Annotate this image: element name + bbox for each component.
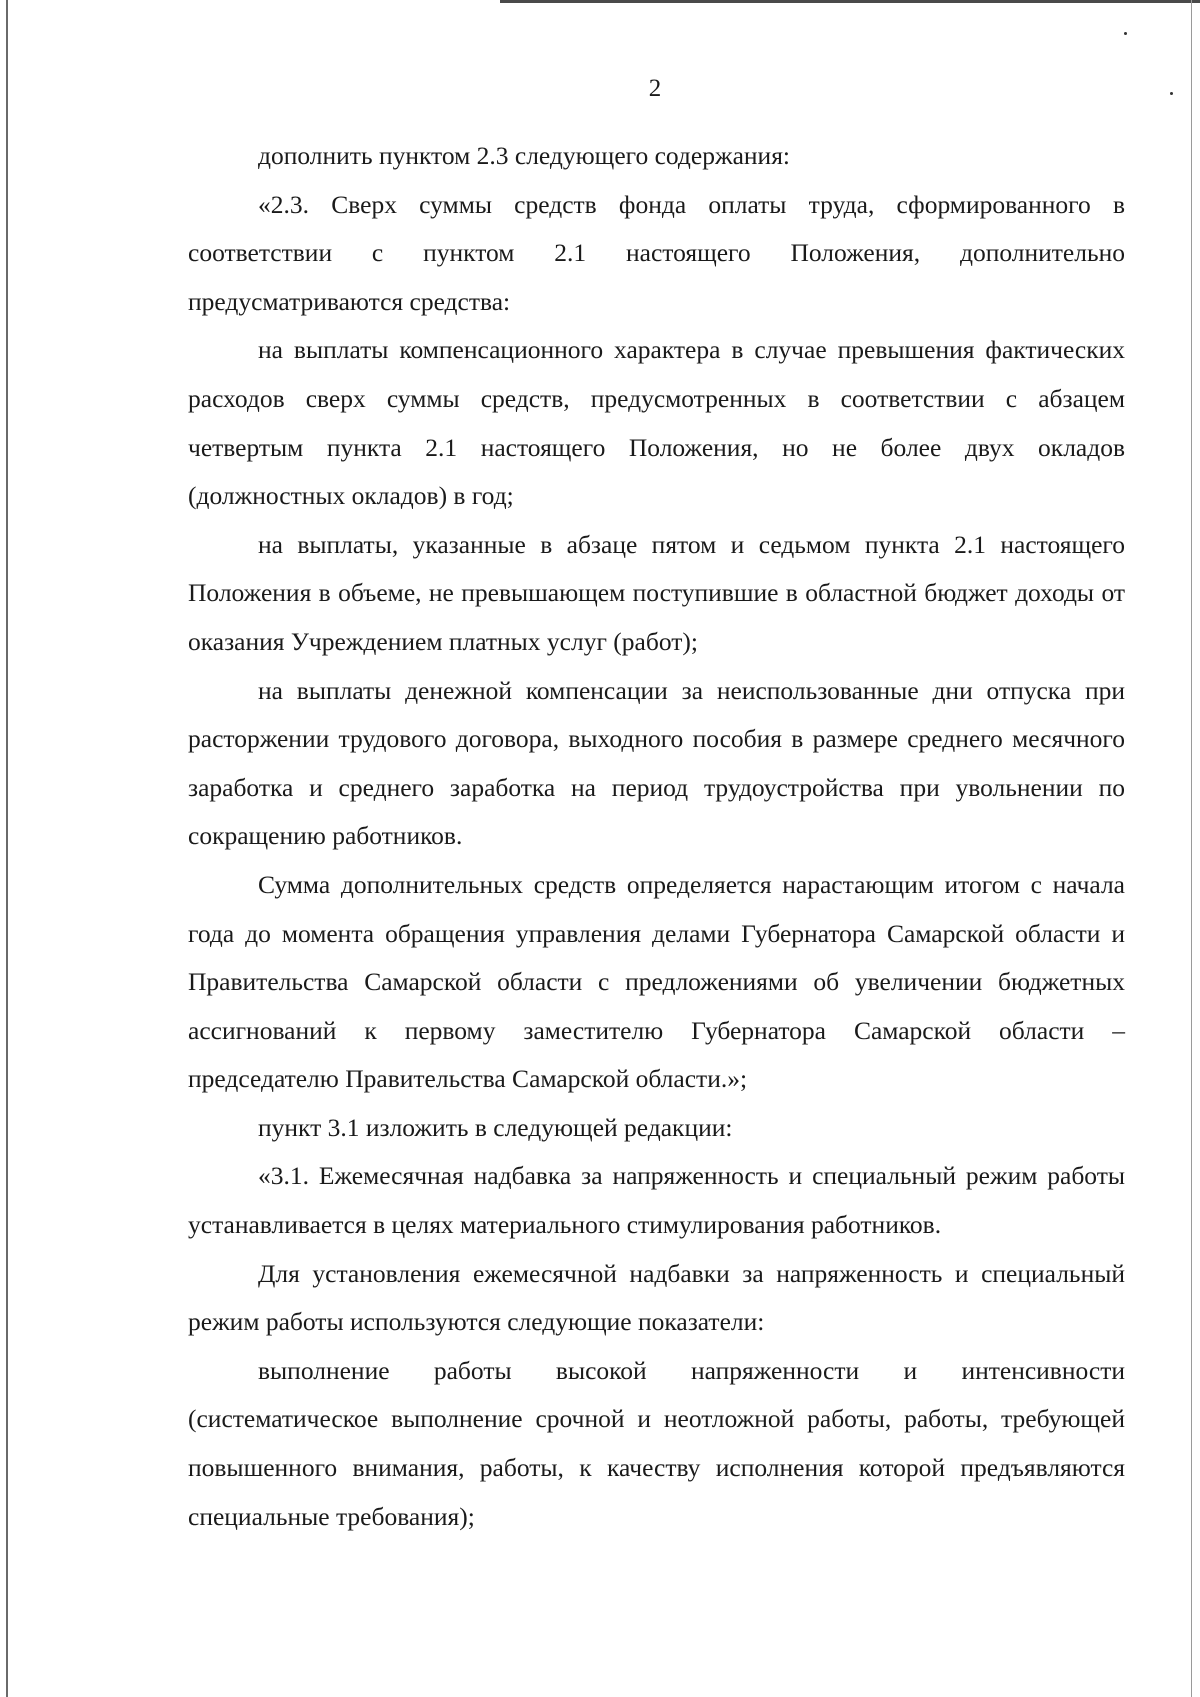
scan-edge-left [6, 0, 8, 1697]
document-body [188, 132, 1125, 1541]
page-number: 2 [648, 75, 662, 102]
scan-speck [1124, 32, 1127, 35]
scan-edge-right [1191, 0, 1192, 1697]
paragraph: на выплаты компенсационного характера в случае превышения фактических расходов сверх суммы средств, предусмотренных в соответствии с абзацем четвертым пункта 2.1 настоящего Положения, но не более двух окладов (должностных окладов) в год; [188, 335, 1125, 511]
paragraph: Для установления ежемесячной надбавки за напряженность и специальный режим работы используются следующие показатели: [188, 1258, 1125, 1337]
paragraph: «3.1. Ежемесячная надбавка за напряженность и специальный режим работы устанавливается в целях материального стимулирования работников. [188, 1161, 1125, 1240]
paragraph: на выплаты денежной компенсации за неиспользованные дни отпуска при расторжении трудового договора, выходного пособия в размере среднего месячного заработка и среднего заработка на период трудоустройства при увольнении по сокращению работников. [188, 675, 1125, 851]
paragraph: «2.3. Сверх суммы средств фонда оплаты труда, сформированного в соответствии с пунктом 2.1 настоящего Положения, дополнительно предусматриваются средства: [188, 189, 1125, 316]
paragraph: дополнить пунктом 2.3 следующего содержания: [258, 141, 791, 170]
scan-edge-top [500, 0, 1200, 3]
paragraph: пункт 3.1 изложить в следующей редакции: [258, 1112, 733, 1142]
paragraph: Сумма дополнительных средств определяется нарастающим итогом с начала года до момента обращения управления делами Губернатора Самарской области и Правительства Самарской области с предложениями об увеличении бюджетных ассигнований к первому заместителю Губернатора Самарской области – председателю Правительства Самарской области.»; [188, 869, 1125, 1094]
paragraph: на выплаты, указанные в абзаце пятом и седьмом пункта 2.1 настоящего Положения в объеме, не превышающем поступившие в областной бюджет доходы от оказания Учреждением платных услуг (работ); [188, 529, 1125, 656]
paragraph: выполнение работы высокой напряженности и интенсивности (систематическое выполнение срочной и неотложной работы, работы, требующей повышенного внимания, работы, к качеству исполнения которой предъявляются специальные требования); [188, 1355, 1125, 1531]
